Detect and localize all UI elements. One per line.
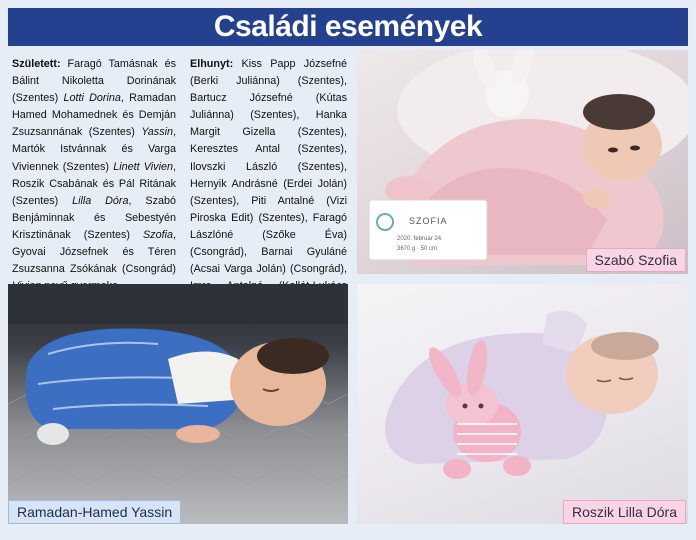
caption-roszik-lilla-dora: Roszik Lilla Dóra [563, 500, 686, 524]
name-card-date: 2020. február 24. [397, 236, 443, 242]
deaths-column [190, 56, 347, 312]
photo-roszik-lilla-dora [357, 284, 688, 524]
child-name: Lotti Dorina [63, 92, 121, 105]
child-name: Linett Vivien [113, 160, 173, 173]
births-column [12, 56, 176, 295]
births-text-segment: , Szabó Benjáminnak és Sebestyén Krisztinának (Szentes) [12, 194, 176, 241]
page-header [8, 8, 688, 46]
births-text-segment: , Gyovai Józsefnek és Téren Zsuzsanna Zsókának (Csongrád) [12, 228, 176, 276]
births-text-segment: , Ramadan Hamed Mohamednek és Demján Zsuzsannának (Szentes) [12, 92, 176, 139]
name-card-title: SZOFIA [409, 216, 448, 226]
caption-ramadan-hamed-yassin: Ramadan-Hamed Yassin [8, 500, 181, 524]
baby-szofia-illustration [357, 50, 688, 274]
baby-yassin-illustration [8, 284, 348, 524]
births-text-segment: , Martók Istvánnak és Varga Viviennek (Szentes) [12, 126, 176, 173]
photo-ramadan-hamed-yassin [8, 284, 348, 524]
child-name: Szofia [142, 228, 173, 241]
child-name: Lilla Dóra [72, 194, 129, 207]
deaths-text: Kiss Papp Józsefné (Berki Juliánna) (Szentes), Bartucz Józsefné (Kútas Juliánna) (Szentes), Hanka Margit Gizella (Szentes), Keresztes Antal (Szentes), Ilovszki László (Szentes), Hernyik Andrásné (Erdei Jolán) (Szentes), Piti Antalné (Vizi Piroska Edit) (Szentes), Faragó Lászlóné (Szőke Éva) (Csongrád), Barnai Gyuláné (Acsai Varga Jolán) (Csongrád), [190, 58, 347, 276]
page-title: Családi események [213, 10, 483, 43]
photo-szabo-szofia [357, 50, 688, 274]
deaths-lead: Elhunyt: [190, 58, 234, 70]
births-text-segment: Faragó Tamásnak és Bálint Nikoletta Dorinának (Szentes) [12, 58, 176, 105]
child-name: Yassin [141, 126, 173, 139]
births-text-segment: , Roszik Csabának és Pál Ritának (Szentes) [12, 160, 176, 207]
name-card-stats: 3670 g · 50 cm [397, 246, 438, 252]
caption-szabo-szofia: Szabó Szofia [586, 248, 687, 272]
births-text [12, 58, 176, 292]
baby-lilla-illustration [357, 284, 688, 524]
births-lead: Született: [12, 58, 61, 70]
